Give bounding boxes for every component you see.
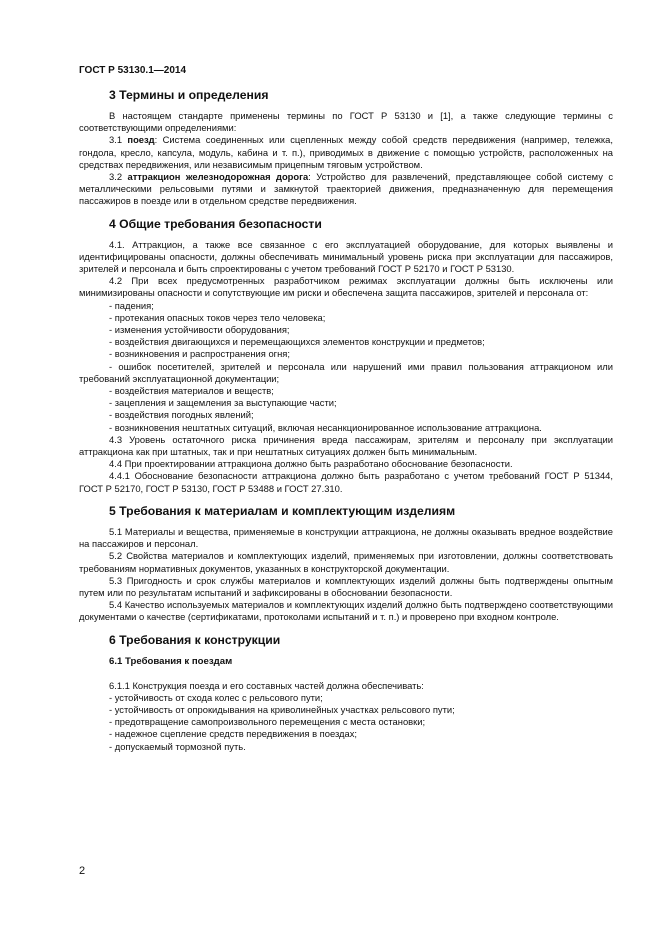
term-3-1-definition: : Система соединенных или сцепленных между собой средств передвижения (например, тележка, гондола, кресло, капсула, модуль, кабина и т. п.), приводимых в движение с помощью устройств, расположенных на средствах передвижения, или независимым прицепным тяговым устройством. <box>79 134 613 170</box>
hazard-list-item: - изменения устойчивости оборудования; <box>109 324 290 336</box>
term-3-1-term: поезд <box>127 134 155 146</box>
clause-4-3: 4.3 Уровень остаточного риска причинения вреда пассажирам, зрителям и персоналу при эксплуатации аттракциона как при штатных, так и при нештатных ситуациях должен быть минимальным. <box>79 433 613 458</box>
train-requirement-item: - устойчивость от схода колес с рельсового пути; <box>109 691 323 703</box>
term-3-1 <box>79 134 613 171</box>
hazard-list-item: - падения; <box>109 299 154 311</box>
clause-5-1: 5.1 Материалы и вещества, применяемые в конструкции аттракциона, не должны оказывать вредное воздействие на пассажиров и персонал. <box>79 525 613 550</box>
document-header: ГОСТ Р 53130.1—2014 <box>79 65 187 76</box>
term-3-1-number: 3.1 <box>109 134 123 146</box>
clause-4-4-1: 4.4.1 Обоснование безопасности аттракциона должно быть разработано с учетом требований ГОСТ Р 51344, ГОСТ Р 52170, ГОСТ Р 53130, ГОСТ Р 53488 и ГОСТ 27.310. <box>79 470 613 494</box>
section-4-heading: 4 Общие требования безопасности <box>109 216 322 231</box>
section-3-intro: В настоящем стандарте применены термины по ГОСТ Р 53130 и [1], а также следующие термины с соответствующими определениями: <box>79 110 613 134</box>
term-3-2-term: аттракцион железнодорожная дорога <box>127 171 309 183</box>
clause-5-2: 5.2 Свойства материалов и комплектующих изделий, применяемых при изготовлении, должны соответствовать требованиям нормативных документов, указанных в конструкторской документации. <box>79 550 613 574</box>
hazard-list-item: - протекания опасных токов через тело человека; <box>109 311 326 323</box>
term-3-2 <box>79 171 613 208</box>
train-requirement-item: - надежное сцепление средств передвижения в поездах; <box>109 728 358 740</box>
hazard-list-item: - зацепления и защемления за выступающие части; <box>109 397 337 409</box>
clause-4-1: 4.1. Аттракцион, а также все связанное с его эксплуатацией оборудование, для которых выявлены и идентифицированы опасности, должны обеспечивать минимальный уровень риска при эксплуатации для пассажиров, зрителей и персонала и быть спроектированы с учетом требований ГОСТ Р 52170 и ГОСТ Р 53130. <box>79 238 613 275</box>
hazard-list-item: - возникновения и распространения огня; <box>109 348 290 360</box>
train-requirement-item: - устойчивость от опрокидывания на криволинейных участках рельсового пути; <box>109 703 455 715</box>
subsection-6-1-heading: 6.1 Требования к поездам <box>109 655 233 667</box>
hazard-list-item: - воздействия погодных явлений; <box>109 409 254 421</box>
hazard-list-item: - воздействия материалов и веществ; <box>109 385 274 397</box>
section-5-heading: 5 Требования к материалам и комплектующим изделиям <box>109 503 456 518</box>
train-requirement-item: - предотвращение самопроизвольного перемещения с места остановки; <box>109 716 426 728</box>
section-3-heading: 3 Термины и определения <box>109 88 269 102</box>
section-6-heading: 6 Требования к конструкции <box>109 632 281 647</box>
clause-5-3: 5.3 Пригодность и срок службы материалов и комплектующих изделий должны быть подтверждены опытным путем или по результатам испытаний и зафиксированы в обосновании безопасности. <box>79 574 613 598</box>
page-number: 2 <box>79 865 86 877</box>
page-content <box>79 88 613 753</box>
hazard-list-item: - воздействия двигающихся и перемещающихся элементов конструкции и предметов; <box>109 336 485 348</box>
hazard-list-item: - ошибок посетителей, зрителей и персонала или нарушений ими правил пользования аттракционом или требований эксплуатационной документации; <box>79 360 613 384</box>
train-requirement-item: - допускаемый тормозной путь. <box>109 740 246 752</box>
clause-6-1-1: 6.1.1 Конструкция поезда и его составных частей должна обеспечивать: <box>109 679 424 691</box>
clause-4-2: 4.2 При всех предусмотренных разработчиком режимах эксплуатации должны быть исключены или минимизированы опасности и сопутствующие им риски и обеспечена защита пассажиров, зрителей и персонала от: <box>79 275 613 299</box>
hazard-list-item: - возникновения нештатных ситуаций, включая несанкционированное использование аттракциона. <box>109 421 542 433</box>
term-3-2-definition: : Устройство для развлечений, представляющее собой систему с металлическими рельсовыми путями и замкнутой траекторией движения, предназначенную для перемещения пассажиров в поезде или в отдельном средстве передвижения. <box>79 171 614 207</box>
term-3-2-number: 3.2 <box>109 171 123 183</box>
clause-5-4: 5.4 Качество используемых материалов и комплектующих изделий должно быть подтверждено соответствующими документами о качестве (сертификатами, протоколами испытаний и т. п.) и проверено при входном контроле. <box>79 599 613 623</box>
clause-4-4: 4.4 При проектировании аттракциона должно быть разработано обоснование безопасности. <box>109 458 513 470</box>
